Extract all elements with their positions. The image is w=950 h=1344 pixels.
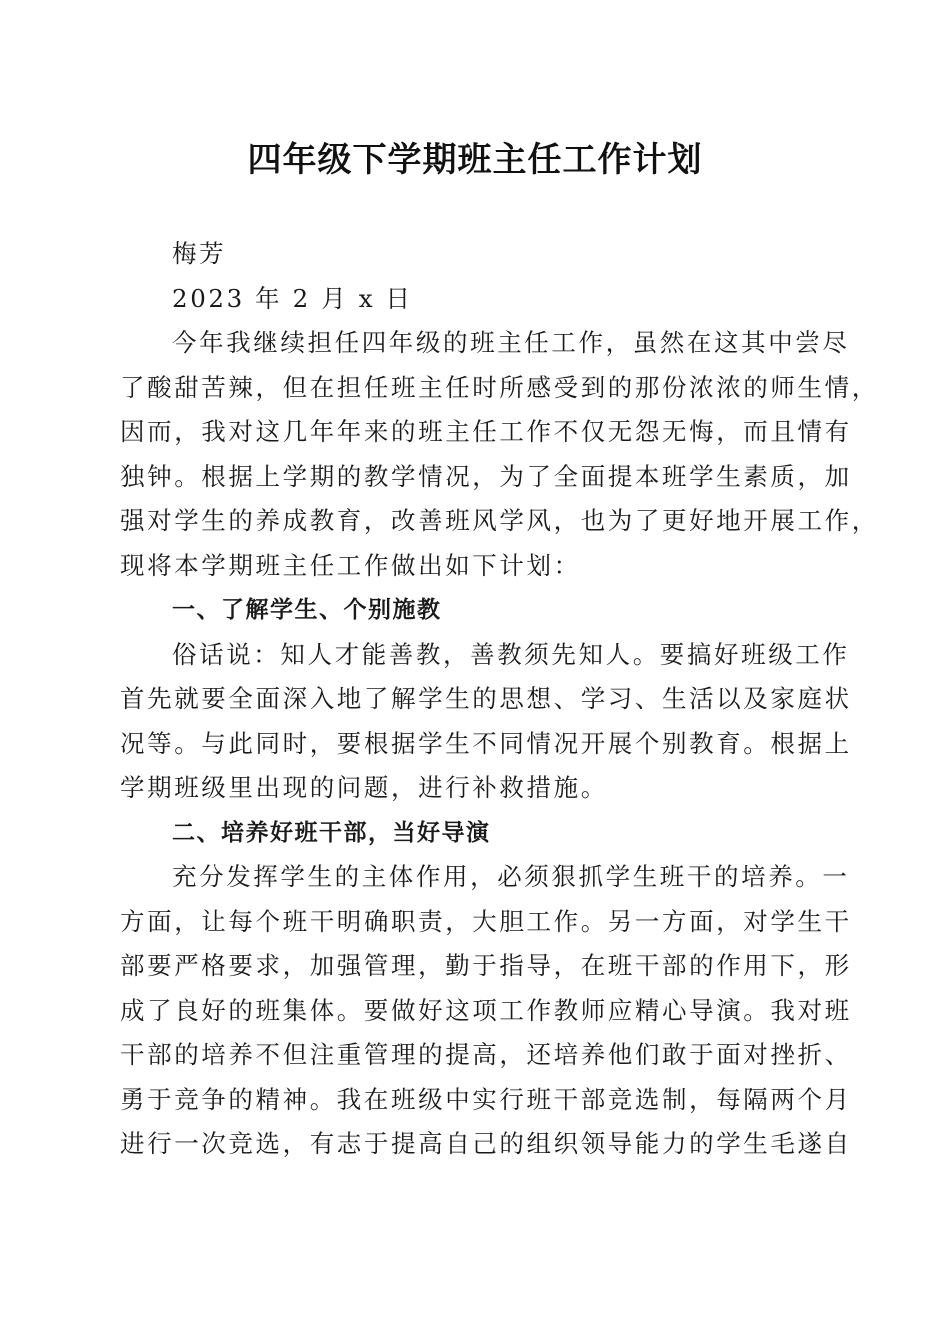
paragraph-line: 强对学生的养成教育，改善班风学风，也为了更好地开展工作，	[120, 506, 879, 535]
date-line: 2023 年 2 月 x 日	[172, 283, 413, 313]
paragraph-line: 干部的培养不但注重管理的提高，还培养他们敢于面对挫折、	[120, 1040, 852, 1069]
section-heading-1: 一、了解学生、个别施教	[172, 597, 442, 623]
paragraph-line: 今年我继续担任四年级的班主任工作，虽然在这其中尝尽	[172, 328, 850, 357]
section-2-paragraph	[120, 855, 852, 1167]
paragraph-line: 首先就要全面深入地了解学生的思想、学习、生活以及家庭状	[120, 684, 852, 713]
paragraph-line: 现将本学期班主任工作做出如下计划：	[120, 550, 581, 580]
paragraph-line: 进行一次竞选，有志于提高自己的组织领导能力的学生毛遂自	[120, 1129, 852, 1158]
author-line: 梅芳	[172, 239, 227, 268]
section-heading-2: 二、培养好班干部，当好导演	[172, 819, 491, 846]
paragraph-line: 因而，我对这几年年来的班主任工作不仅无怨无悔，而且情有	[120, 417, 852, 446]
paragraph-line: 学期班级里出现的问题，进行补救措施。	[120, 773, 608, 802]
document-title: 四年级下学期班主任工作计划	[247, 140, 703, 180]
paragraph-line: 俗话说：知人才能善教，善教须先知人。要搞好班级工作	[172, 639, 850, 669]
paragraph-line: 了酸甜苦辣，但在担任班主任时所感受到的那份浓浓的师生情，	[120, 372, 879, 402]
paragraph-line: 独钟。根据上学期的教学情况，为了全面提本班学生素质，加	[120, 461, 852, 491]
paragraph-line: 充分发挥学生的主体作用，必须狠抓学生班干的培养。一	[172, 862, 850, 891]
paragraph-line: 方面，让每个班干明确职责，大胆工作。另一方面，对学生干	[120, 906, 852, 936]
paragraph-line: 部要严格要求，加强管理，勤于指导，在班干部的作用下，形	[120, 951, 852, 980]
intro-paragraph	[120, 321, 879, 588]
document-body	[120, 232, 879, 1167]
paragraph-line: 况等。与此同时，要根据学生不同情况开展个别教育。根据上	[120, 728, 852, 758]
paragraph-line: 成了良好的班集体。要做好这项工作教师应精心导演。我对班	[120, 995, 852, 1025]
paragraph-line: 勇于竞争的精神。我在班级中实行班干部竞选制，每隔两个月	[120, 1084, 852, 1114]
section-1-paragraph	[120, 633, 852, 811]
